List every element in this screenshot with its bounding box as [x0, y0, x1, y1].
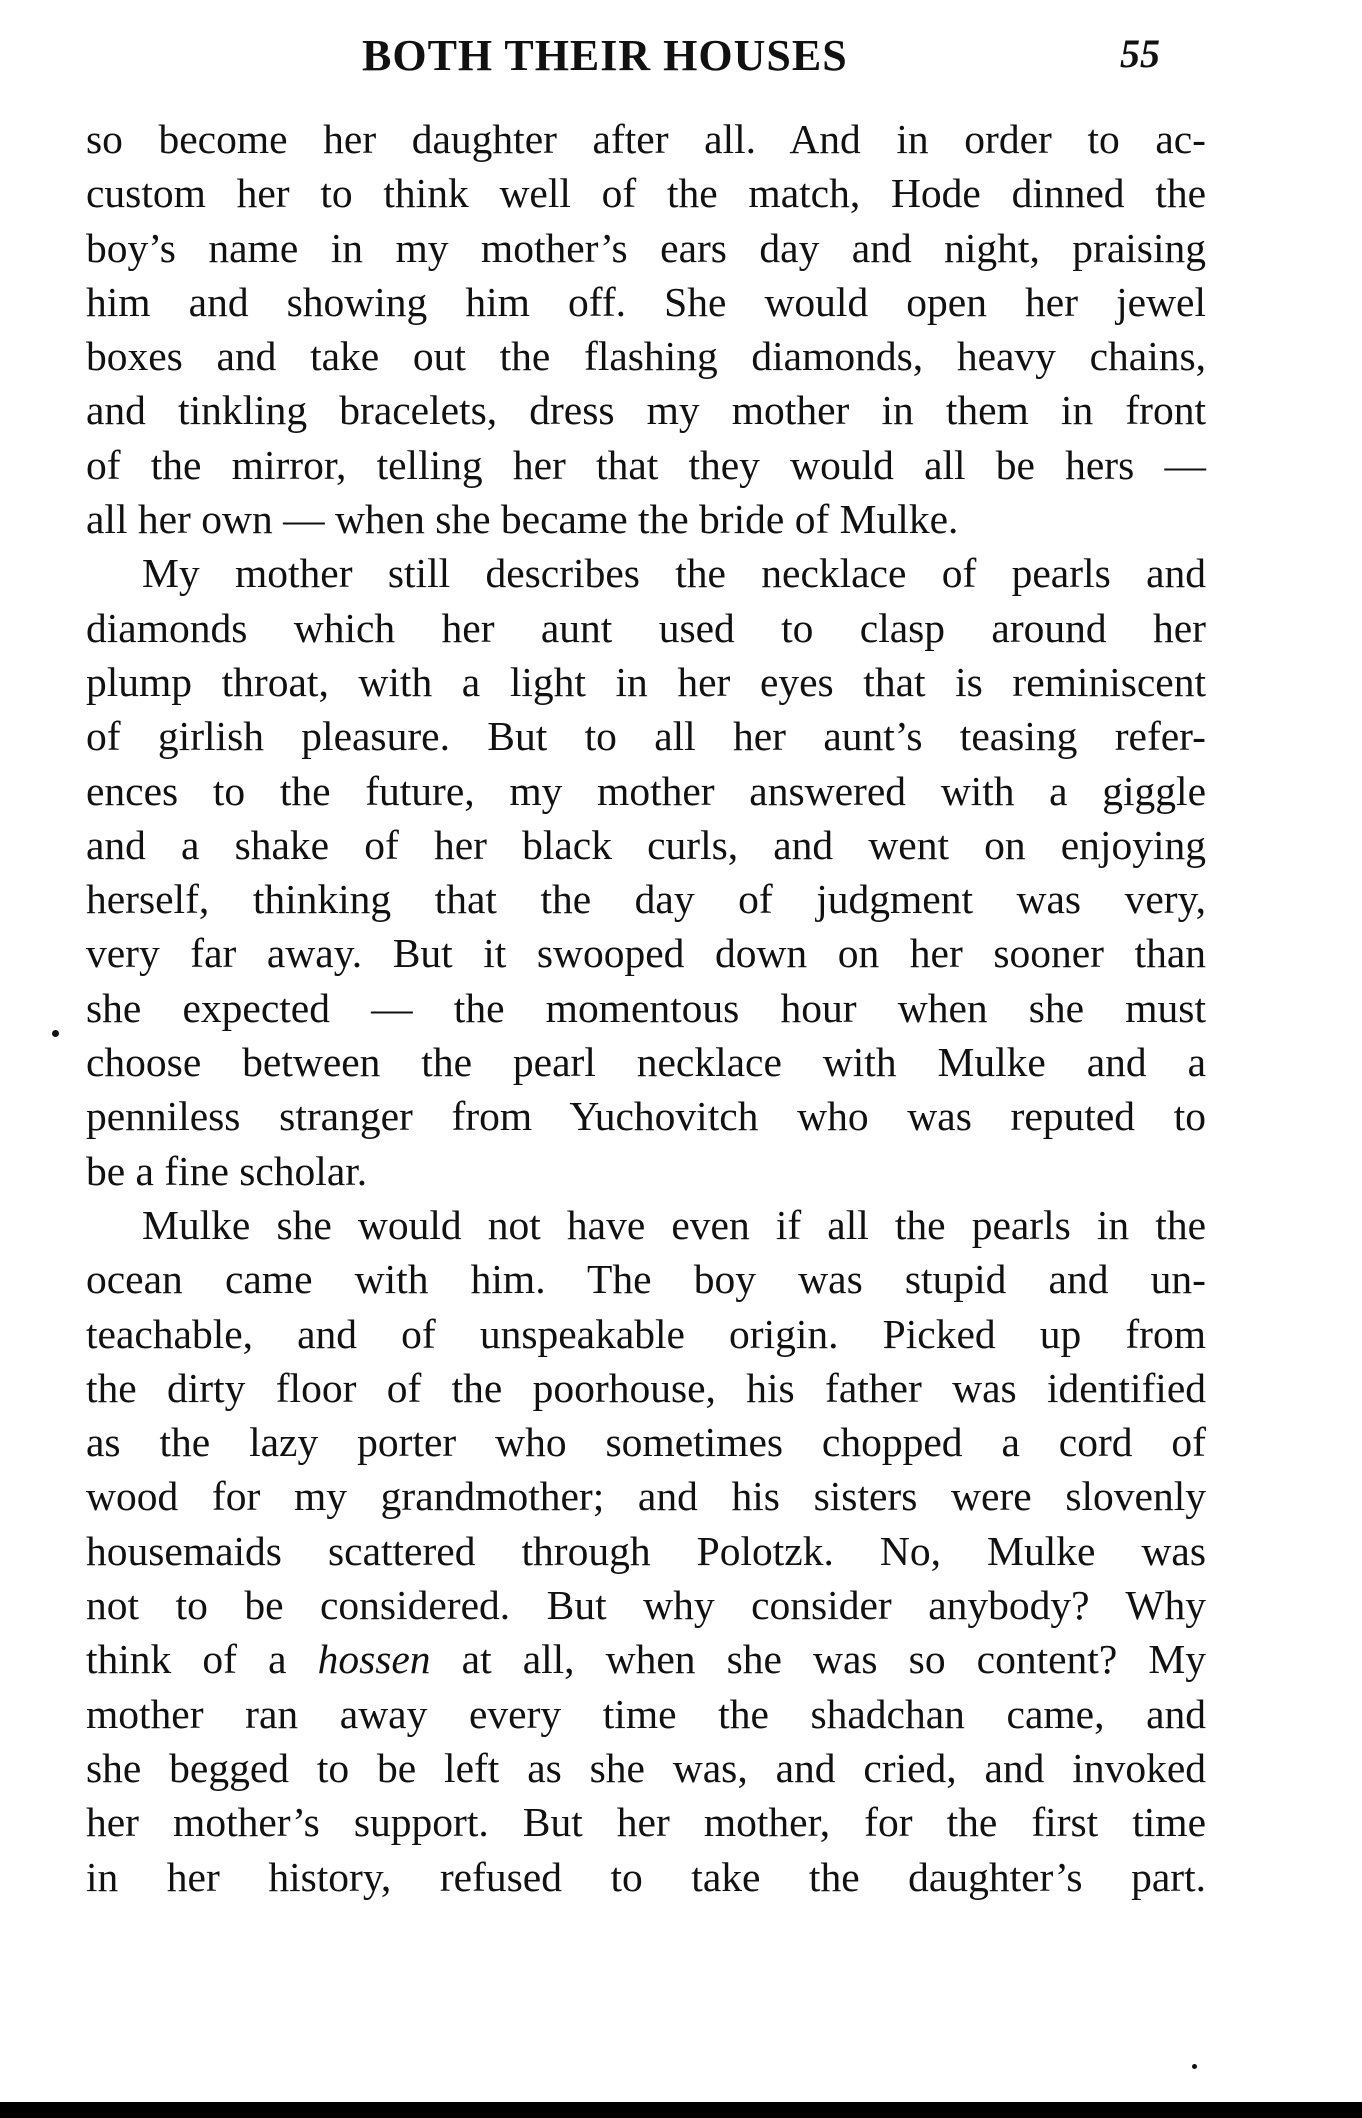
- ink-speck: [52, 1030, 59, 1037]
- text-line: not to be considered. But why consider anybody? Why: [86, 1582, 1206, 1629]
- text-line: of girlish pleasure. But to all her aunt’s teasing refer-: [86, 713, 1206, 760]
- text-line: Mulke she would not have even if all the pearls in the: [142, 1201, 1206, 1248]
- ink-speck: [1192, 2064, 1197, 2069]
- page-number: 55: [1120, 31, 1160, 76]
- text-line: choose between the pearl necklace with Mulke and a: [86, 1039, 1206, 1086]
- text-line: penniless stranger from Yuchovitch who was reputed to: [86, 1093, 1206, 1140]
- text-segment: think of a: [86, 1636, 287, 1683]
- body-text: [86, 112, 1206, 1904]
- text-line: she begged to be left as she was, and cried, and invoked: [86, 1744, 1206, 1791]
- text-line: ocean came with him. The boy was stupid and un-: [86, 1256, 1206, 1303]
- text-line: My mother still describes the necklace of pearls and: [142, 550, 1206, 597]
- text-line: boy’s name in my mother’s ears day and night, praising: [86, 224, 1206, 271]
- text-line: she expected — the momentous hour when she must: [86, 984, 1206, 1031]
- text-line: plump throat, with a light in her eyes that is reminiscent: [86, 658, 1206, 705]
- text-line: ences to the future, my mother answered with a giggle: [86, 767, 1206, 814]
- text-line: all her own — when she became the bride of Mulke.: [86, 496, 959, 543]
- text-line: boxes and take out the flashing diamonds, heavy chains,: [86, 333, 1206, 380]
- text-line: as the lazy porter who sometimes chopped a cord of: [86, 1419, 1206, 1466]
- text-line: her mother’s support. But her mother, for the first time: [86, 1799, 1206, 1846]
- text-line: custom her to think well of the match, Hode dinned the: [86, 170, 1206, 217]
- text-line: very far away. But it swooped down on her sooner than: [86, 930, 1206, 977]
- text-line: herself, thinking that the day of judgment was very,: [86, 876, 1206, 923]
- text-line: diamonds which her aunt used to clasp around her: [86, 604, 1206, 651]
- running-title: BOTH THEIR HOUSES: [362, 31, 848, 80]
- text-line: of the mirror, telling her that they would all be hers —: [86, 441, 1206, 488]
- text-line: housemaids scattered through Polotzk. No, Mulke was: [86, 1527, 1206, 1574]
- text-line: [86, 1632, 1206, 1686]
- text-line: and tinkling bracelets, dress my mother in them in front: [86, 387, 1206, 434]
- text-line: him and showing him off. She would open her jewel: [86, 278, 1206, 325]
- text-line: so become her daughter after all. And in order to ac-: [86, 116, 1206, 162]
- italic-word: hossen: [317, 1636, 431, 1683]
- text-line: and a shake of her black curls, and went on enjoying: [86, 821, 1206, 868]
- text-line: teachable, and of unspeakable origin. Picked up from: [86, 1310, 1206, 1357]
- text-line: wood for my grandmother; and his sisters were slovenly: [86, 1473, 1206, 1520]
- text-line: be a fine scholar.: [86, 1147, 368, 1194]
- text-line: the dirty floor of the poorhouse, his father was identified: [86, 1364, 1206, 1411]
- text-line: mother ran away every time the shadchan came, and: [86, 1690, 1206, 1737]
- text-segment: at all, when she was so content? My: [461, 1636, 1206, 1683]
- scan-edge-bar: [0, 2102, 1362, 2118]
- text-line: in her history, refused to take the daughter’s part.: [86, 1853, 1206, 1900]
